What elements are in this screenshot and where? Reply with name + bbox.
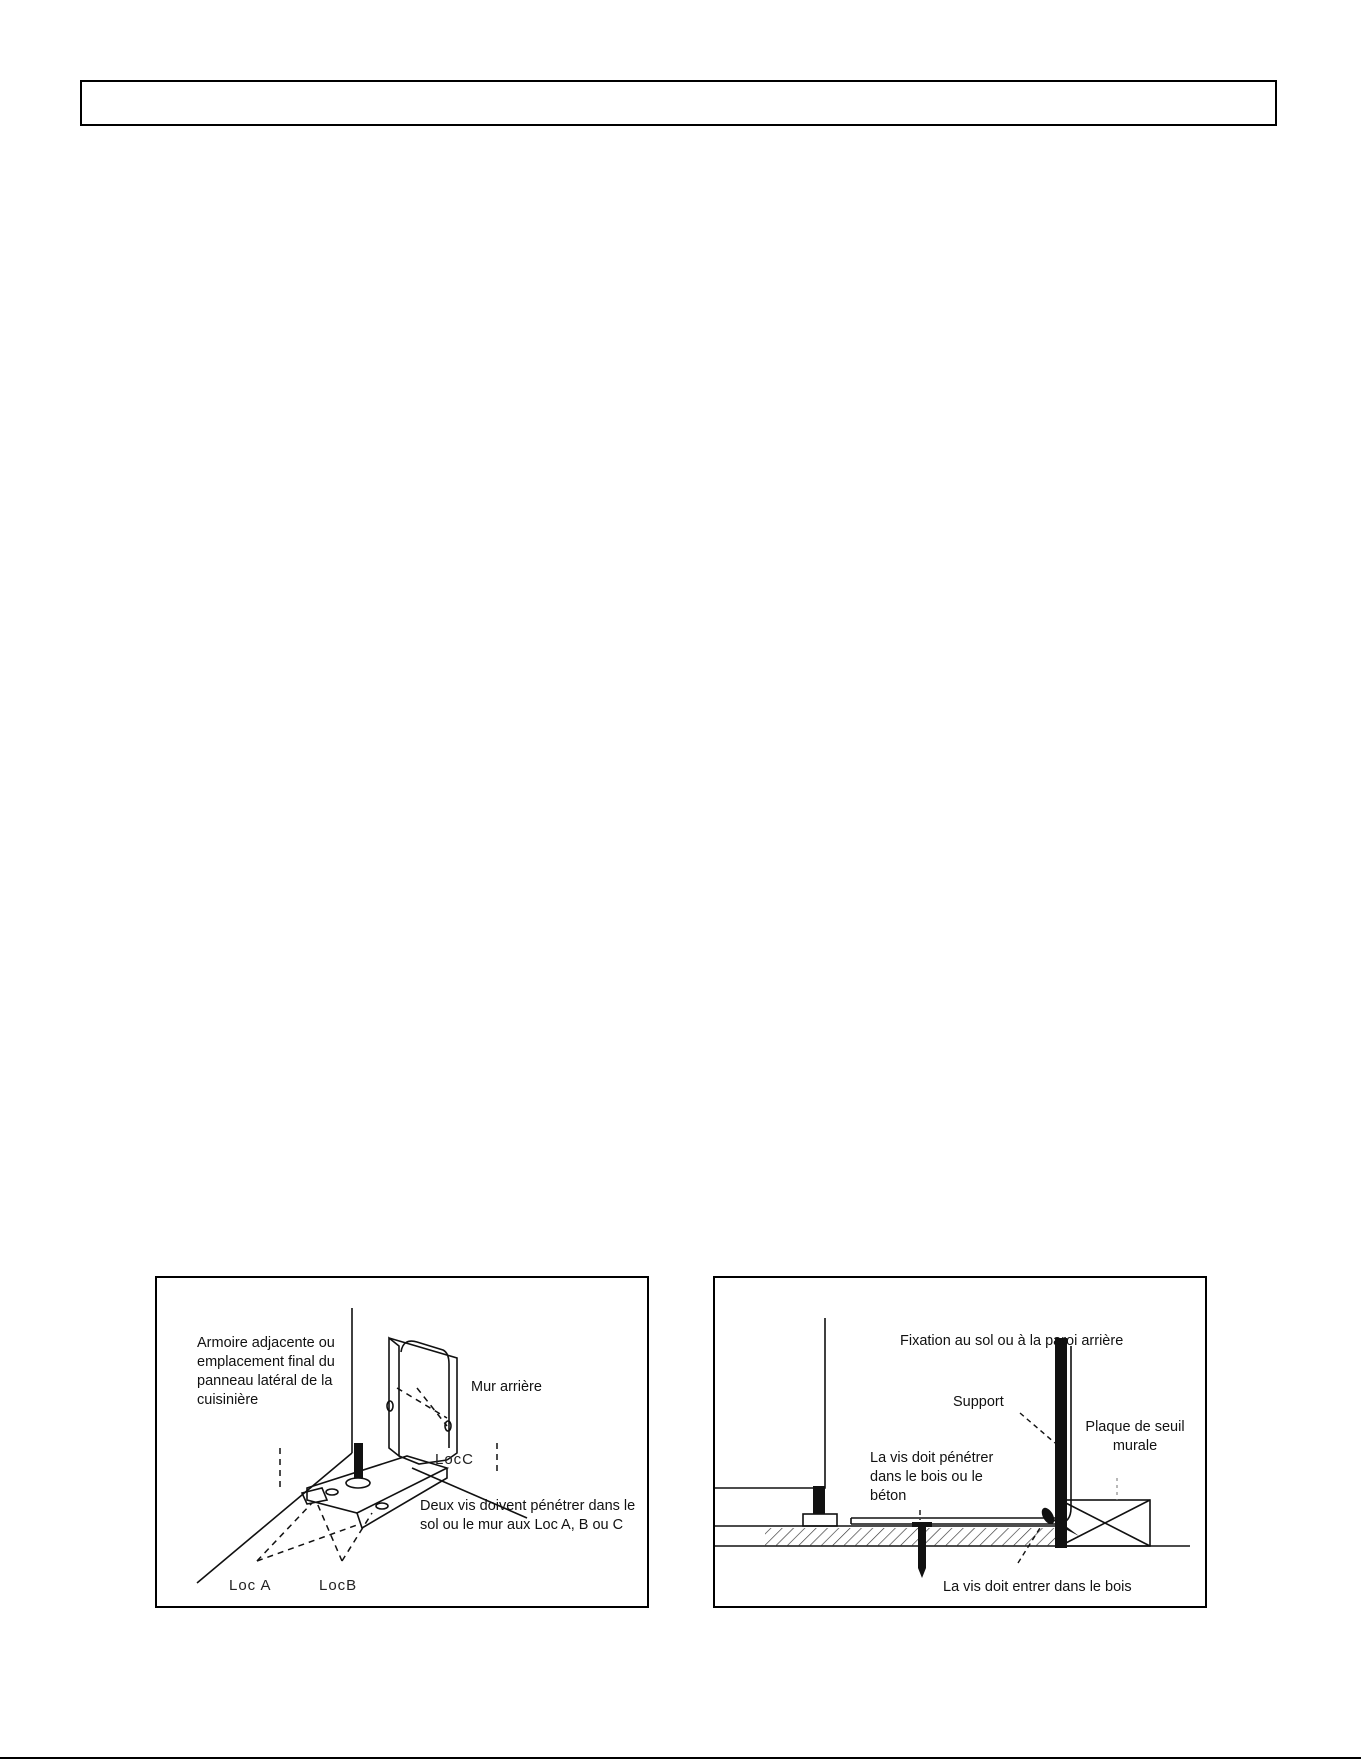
loc-c-label: LocC xyxy=(435,1451,475,1468)
anti-tip-bracket-figure xyxy=(155,1276,649,1608)
screws-instruction-label: Deux vis doivent pénétrer dans le sol ou le mur aux Loc A, B ou C xyxy=(420,1498,636,1533)
footer-rule xyxy=(0,1757,1361,1759)
screw-wood-label: La vis doit entrer dans le bois xyxy=(943,1579,1132,1595)
sill-plate-label: Plaque de seuil murale xyxy=(1085,1419,1185,1454)
loc-b-label: LocB xyxy=(319,1577,358,1594)
back-wall-label: Mur arrière xyxy=(471,1379,542,1395)
loc-a-label: Loc A xyxy=(229,1577,272,1594)
screw-wood-concrete-label: La vis doit pénétrer dans le bois ou le béton xyxy=(870,1450,994,1504)
fixation-title: Fixation au sol ou à la paroi arrière xyxy=(900,1333,1124,1349)
header-box xyxy=(80,80,1277,126)
support-label: Support xyxy=(953,1394,1004,1410)
fixation-section-figure xyxy=(713,1276,1207,1608)
cabinet-label: Armoire adjacente ou emplacement final du panneau latéral de la cuisinière xyxy=(197,1335,335,1408)
bracket-corner-drawing xyxy=(157,1278,649,1608)
